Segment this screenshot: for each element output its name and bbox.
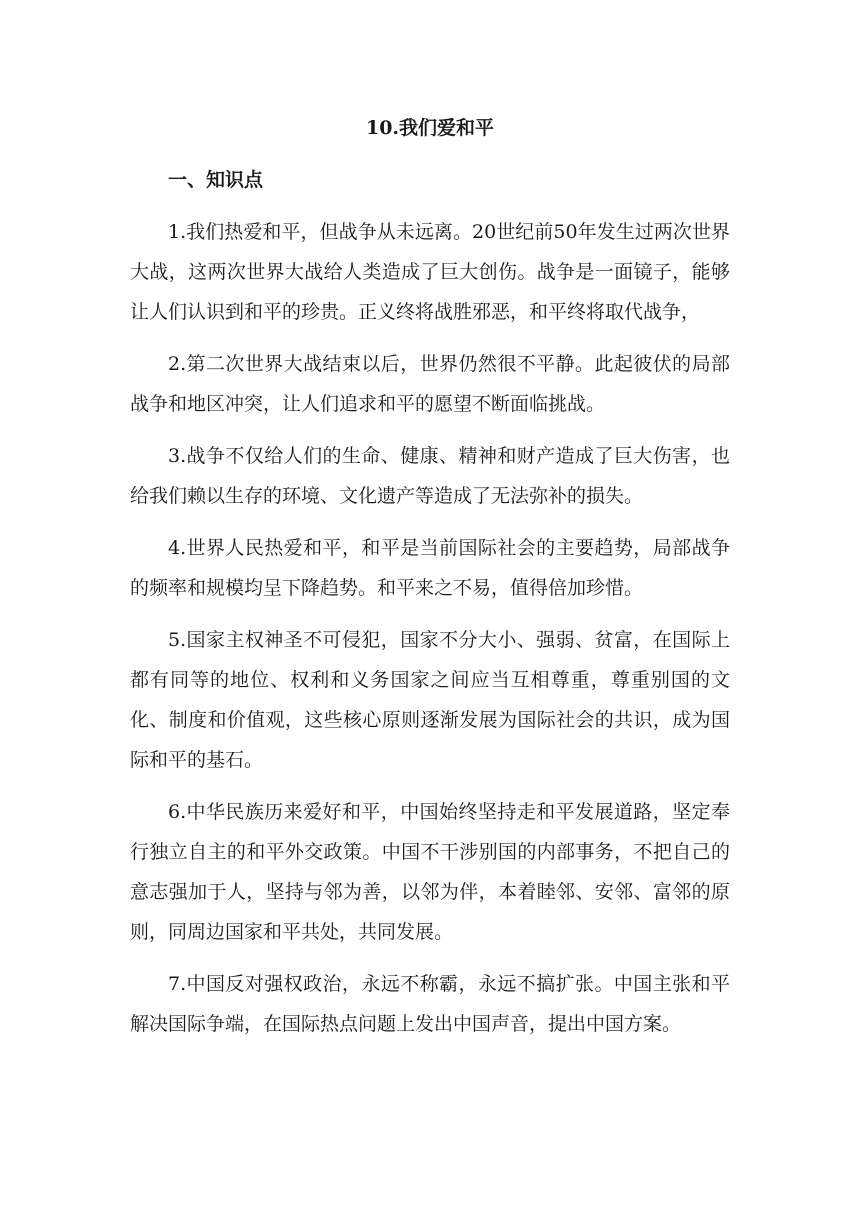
- section-heading: 一、知识点: [168, 169, 264, 191]
- document-page: [130, 108, 730, 1056]
- paragraph-7: 7.中国反对强权政治，永远不称霸，永远不搞扩张。中国主张和平解决国际争端，在国际热点问题上发出中国声音，提出中国方案。: [130, 973, 730, 1035]
- paragraph-6: 6.中华民族历来爱好和平，中国始终坚持走和平发展道路，坚定奉行独立自主的和平外交政策。中国不干涉别国的内部事务，不把自己的意志强加于人，坚持与邻为善，以邻为伴，本着睦邻、安邻、富邻的原则，同周边国家和平共处，共同发展。: [130, 801, 730, 943]
- paragraph-4: 4.世界人民热爱和平，和平是当前国际社会的主要趋势，局部战争的频率和规模均呈下降趋势。和平来之不易，值得倍加珍惜。: [130, 537, 730, 599]
- paragraph-3: 3.战争不仅给人们的生命、健康、精神和财产造成了巨大伤害，也给我们赖以生存的环境、文化遗产等造成了无法弥补的损失。: [130, 445, 730, 507]
- paragraph-5: 5.国家主权神圣不可侵犯，国家不分大小、强弱、贫富，在国际上都有同等的地位、权利和义务国家之间应当互相尊重，尊重别国的文化、制度和价值观，这些核心原则逐渐发展为国际社会的共识，成为国际和平的基石。: [130, 629, 730, 771]
- paragraph-1: 1.我们热爱和平，但战争从未远离。20世纪前50年发生过两次世界大战，这两次世界大战给人类造成了巨大创伤。战争是一面镜子，能够让人们认识到和平的珍贵。正义终将战胜邪恶，和平终将取代战争，: [130, 221, 730, 323]
- paragraph-2: 2.第二次世界大战结束以后，世界仍然很不平静。此起彼伏的局部战争和地区冲突，让人们追求和平的愿望不断面临挑战。: [130, 353, 730, 415]
- document-title: 10.我们爱和平: [365, 117, 495, 139]
